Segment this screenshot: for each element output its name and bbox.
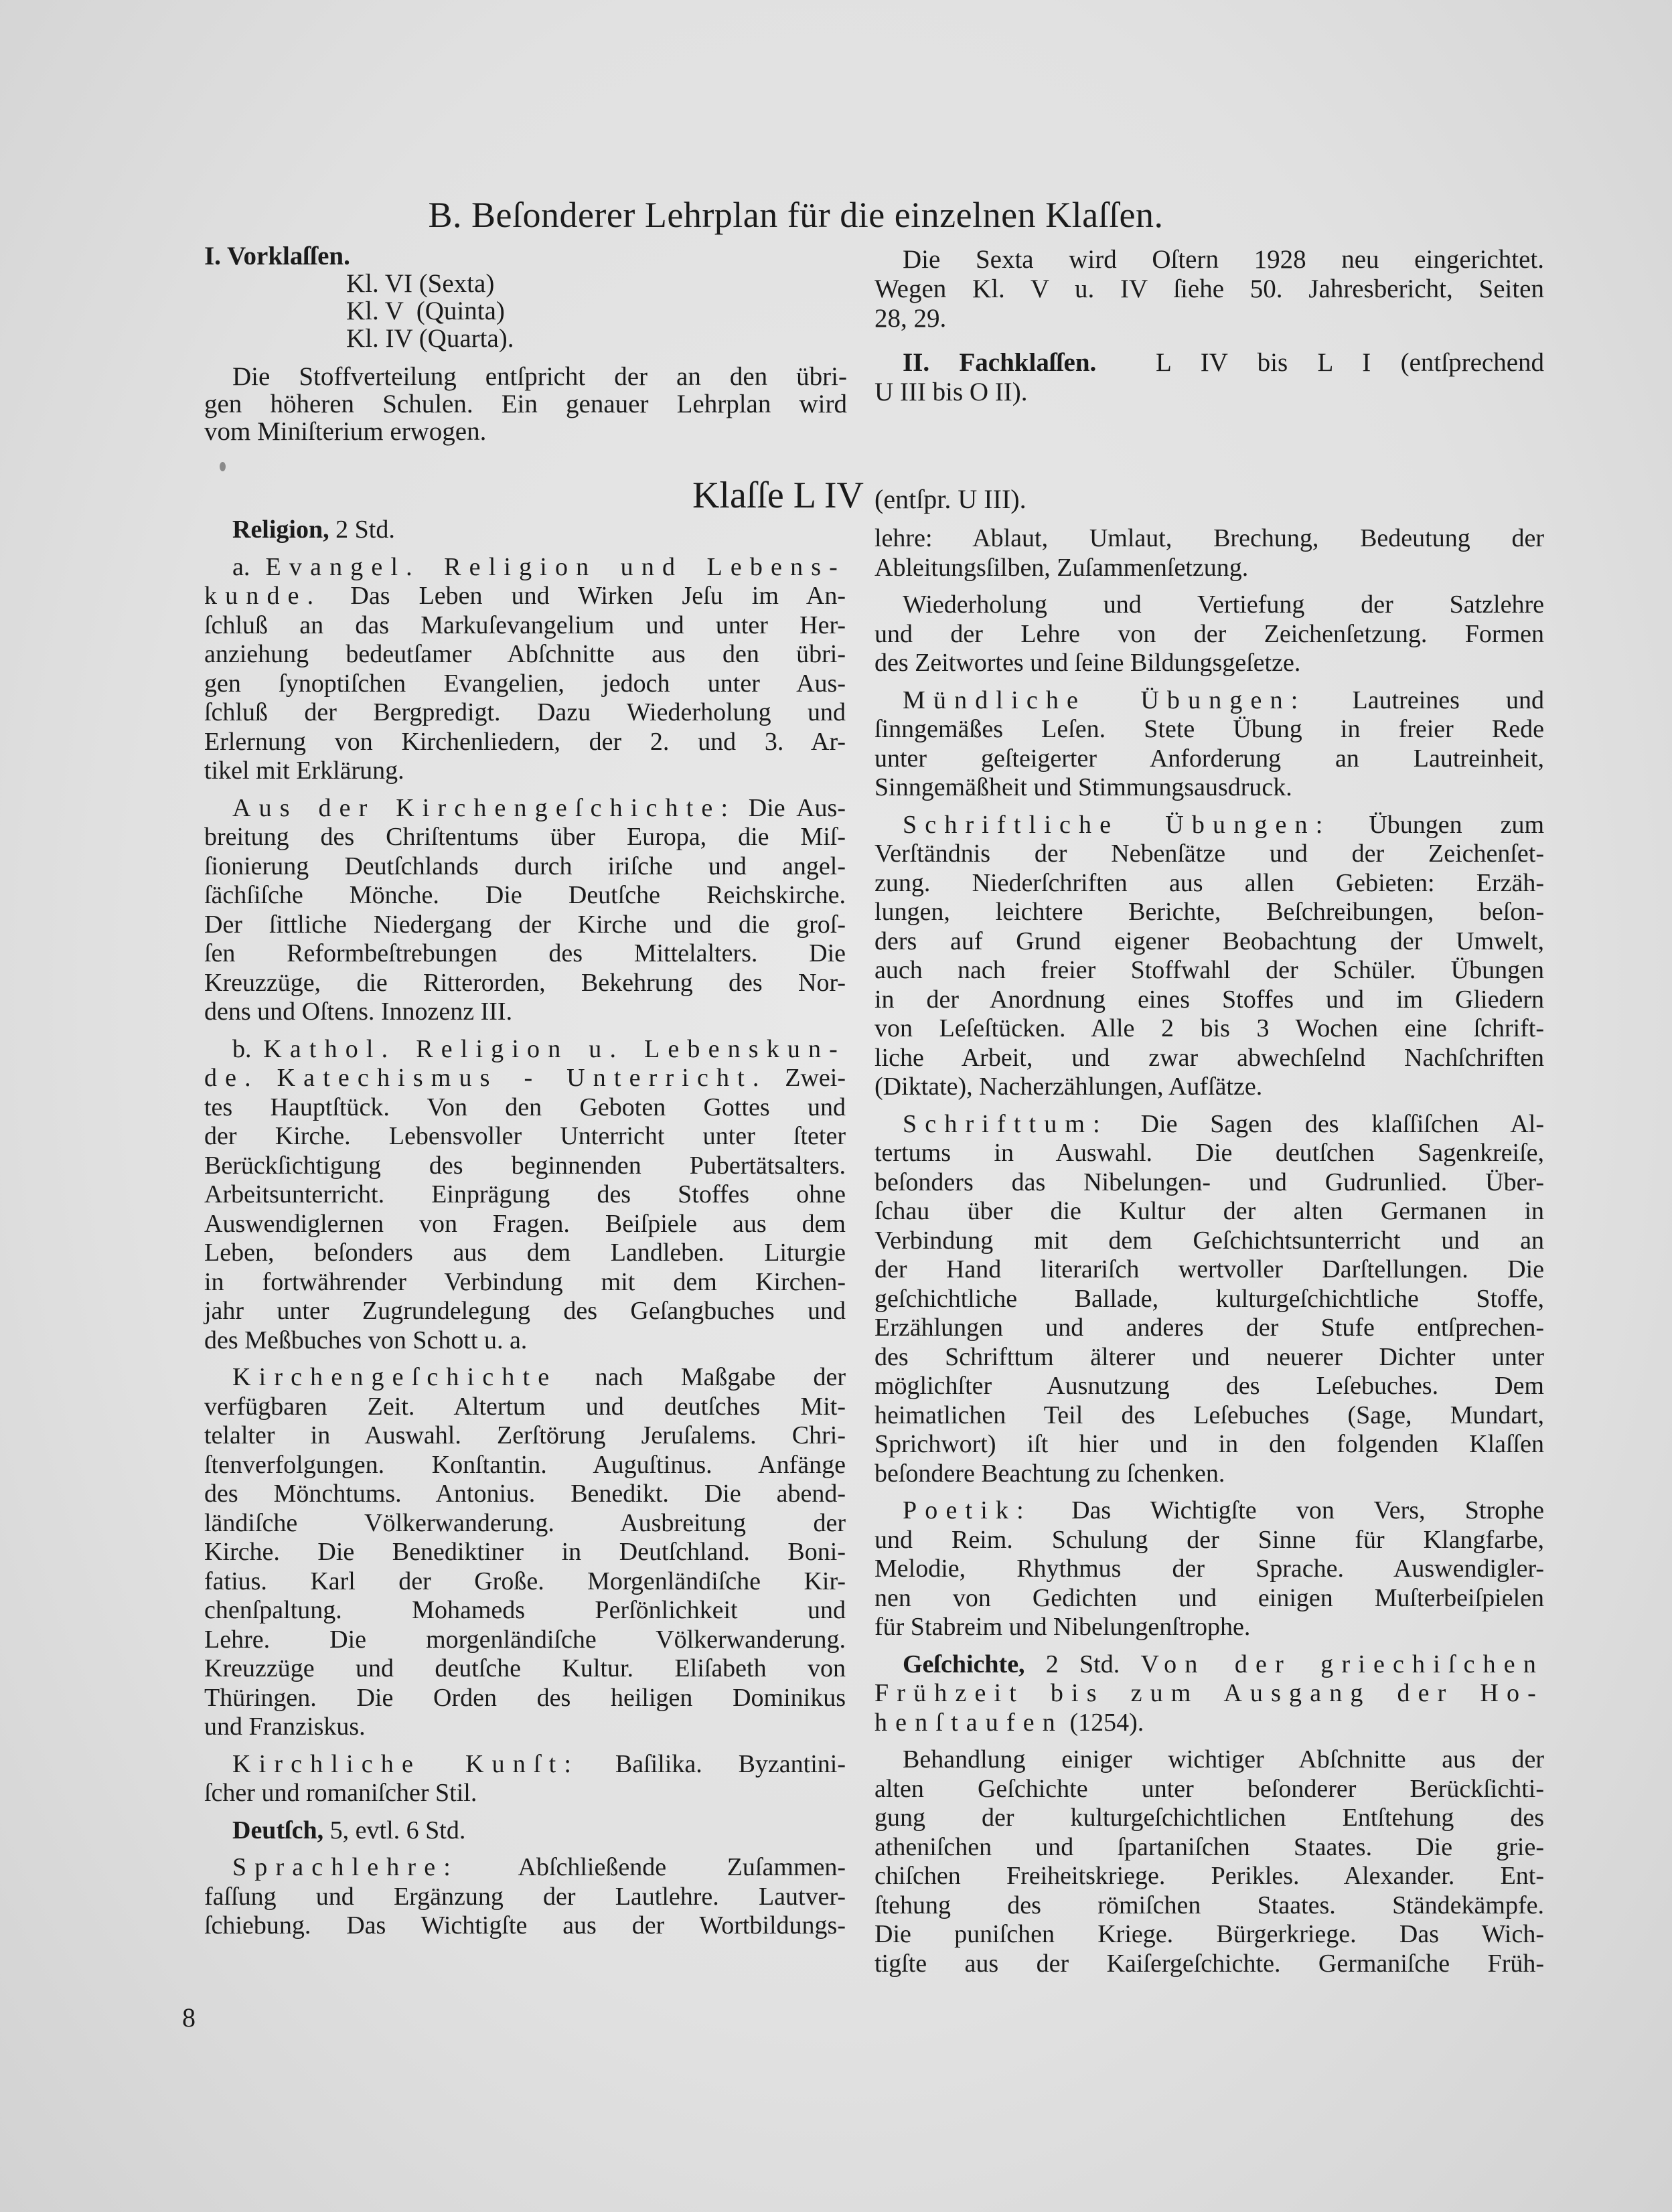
text-line: Die Stoffverteilung entſpricht der an den übri-: [232, 362, 847, 391]
text-line: und Franziskus.: [204, 1713, 366, 1741]
paragraph: [875, 1496, 1544, 1642]
text-segment: Zwei-: [767, 1064, 846, 1092]
text-line: vom Miniſterium erwogen.: [204, 417, 487, 446]
text-line: Lehre. Die morgenländiſche Völkerwanderung.: [204, 1625, 846, 1654]
text-segment: Abſchließende Zuſammen-: [458, 1853, 846, 1881]
spaced-heading: Evangel. Religion und Lebens-: [265, 552, 846, 581]
text-line: dens und Oſtens. Innozenz III.: [204, 998, 513, 1026]
text-line: Wegen Kl. V u. IV ſiehe 50. Jahresbericht, Seiten: [875, 274, 1544, 303]
text-line: ſchluß an das Markuſevangelium und unter Her-: [204, 611, 846, 639]
spaced-heading: Von der griechiſchen: [1140, 1650, 1544, 1678]
text-line: ſtenverfolgungen. Konſtantin. Auguſtinus. Anfänge: [204, 1450, 846, 1479]
text-line: heimatlichen Teil des Leſebuches (Sage, Mundart,: [875, 1401, 1544, 1429]
text-line: ſtehung des römiſchen Staates. Ständekämpfe.: [875, 1891, 1544, 1919]
text-line: gen ſynoptiſchen Evangelien, jedoch unter Aus-: [204, 669, 846, 698]
spaced-heading: Aus der Kirchengeſchichte:: [232, 793, 737, 822]
text-line: Auswendiglernen von Fragen. Beiſpiele aus dem: [204, 1209, 846, 1238]
text-segment: (1254).: [1063, 1708, 1144, 1737]
text-segment: Die Sagen des klaſſiſchen Al-: [1108, 1109, 1544, 1138]
text-segment: L IV bis L I (entſprechend: [1156, 348, 1545, 377]
text-line: [875, 1496, 1544, 1526]
text-line: Leben, beſonders aus dem Landleben. Liturgie: [204, 1239, 846, 1267]
spaced-heading: Kirchliche Kunſt:: [232, 1749, 580, 1778]
text-line: lungen, leichtere Berichte, Beſchreibungen, beſon-: [875, 898, 1544, 926]
text-segment: Die Aus-: [736, 793, 846, 822]
text-line: beſondere Beachtung zu ſchenken.: [875, 1459, 1225, 1488]
text-line: Ableitungsſilben, Zuſammenſetzung.: [875, 553, 1249, 582]
spaced-heading: Schrifttum:: [903, 1109, 1108, 1138]
paragraph: [204, 1750, 846, 1808]
text-line: lehre: Ablaut, Umlaut, Brechung, Bedeutung der: [875, 524, 1544, 552]
text-line: Melodie, Rhythmus der Sprache. Auswendigler-: [875, 1555, 1544, 1583]
text-line: auch nach freier Stoffwahl der Schüler. Übungen: [875, 956, 1544, 984]
text-line: Verſtändnis der Nebenſätze und der Zeichenſet-: [875, 840, 1544, 868]
text-line: Kreuzzüge, die Ritterorden, Bekehrung des Nor-: [204, 968, 846, 997]
text-line: ſächſiſche Mönche. Die Deutſche Reichskirche.: [204, 881, 846, 909]
text-line: tigſte aus der Kaiſergeſchichte. Germaniſche Früh-: [875, 1949, 1544, 1978]
text-line: alten Geſchichte unter beſonderer Berückſichti-: [875, 1774, 1544, 1803]
text-line: und der Lehre von der Zeichenſetzung. Formen: [875, 619, 1544, 648]
text-line: (Diktate), Nacherzählungen, Aufſätze.: [875, 1073, 1263, 1101]
text-line: [204, 1853, 846, 1883]
spaced-heading: de.: [204, 1064, 259, 1092]
paragraph: [875, 1745, 1544, 1978]
text-line: Die puniſchen Kriege. Bürgerkriege. Das Wich-: [875, 1920, 1544, 1948]
paragraph: [875, 590, 1544, 678]
text-line: der Kirche. Lebensvoller Unterricht unter ſteter: [204, 1122, 846, 1150]
text-segment: a.: [232, 552, 266, 581]
spaced-heading: henſtaufen: [875, 1708, 1063, 1737]
paragraph: [875, 686, 1544, 803]
text-line: in der Anordnung eines Stoffes und im Gliedern: [875, 985, 1544, 1014]
spaced-heading: Kathol. Religion u. Lebenskun-: [263, 1034, 846, 1063]
text-line: unter geſteigerter Anforderung an Lautreinheit,: [875, 744, 1544, 773]
paragraph: [875, 811, 1544, 1102]
page-number: 8: [182, 2002, 196, 2033]
paragraph: [204, 553, 846, 786]
class-entry: Kl. IV (Quarta).: [346, 324, 514, 353]
class-heading: Klaſſe L IV: [692, 475, 864, 516]
text-segment: Das Leben und Wirken Jeſu im An-: [321, 582, 846, 610]
text-line: [204, 1035, 846, 1064]
text-line: Thüringen. Die Orden des heiligen Dominikus: [204, 1683, 846, 1712]
paragraph: [875, 1110, 1544, 1489]
text-line: Kreuzzüge und deutſche Kultur. Eliſabeth von: [204, 1654, 846, 1682]
paragraph: [204, 516, 846, 545]
text-line: der Hand literariſch wertvoller Darſtellungen. Die: [875, 1255, 1544, 1283]
text-line: tertums in Auswahl. Die deutſchen Sagenkreiſe,: [875, 1139, 1544, 1167]
text-line: ſchau über die Kultur der alten Germanen in: [875, 1197, 1544, 1225]
text-line: verfügbaren Zeit. Altertum und deutſches Mit-: [204, 1392, 846, 1421]
text-line: ſionierung Deutſchlands durch iriſche und angel-: [204, 852, 846, 880]
text-line: Erzählungen und anderes der Stufe entſprechen-: [875, 1314, 1544, 1342]
paragraph: [204, 1816, 846, 1846]
text-line: atheniſchen und ſpartaniſchen Staates. Die grie-: [875, 1832, 1544, 1861]
text-line: des Zeitwortes und ſeine Bildungsgeſetze.: [875, 649, 1301, 677]
text-line: Verbindung mit dem Geſchichtsunterricht und an: [875, 1226, 1544, 1255]
text-segment: b.: [232, 1034, 264, 1063]
paragraph: [204, 1853, 846, 1941]
text-line: ſchiebung. Das Wichtigſte aus der Wortbildungs-: [204, 1911, 846, 1940]
text-line: [204, 1816, 846, 1846]
text-line: [204, 1363, 846, 1393]
text-line: chiſchen Freiheitskriege. Perikles. Alexander. Ent-: [875, 1862, 1544, 1890]
text-line: [204, 1064, 846, 1093]
text-line: Sinngemäßheit und Stimmungsausdruck.: [875, 773, 1292, 801]
text-line: des Meßbuches von Schott u. a.: [204, 1326, 528, 1354]
text-line: Sprichwort) iſt hier und in den folgenden Klaſſen: [875, 1430, 1544, 1458]
sexta-note-section: [875, 245, 1544, 407]
text-line: fatius. Karl der Große. Morgenländiſche Kir-: [204, 1567, 846, 1595]
text-line: ländiſche Völkerwanderung. Ausbreitung der: [204, 1508, 846, 1537]
text-segment: Übungen zum: [1331, 810, 1544, 839]
text-line: ſen Reformbeſtrebungen des Mittelalters. Die: [204, 939, 846, 967]
text-line: Behandlung einiger wichtiger Abſchnitte aus der: [903, 1745, 1544, 1773]
spaced-heading: Katechismus - Unterricht.: [277, 1064, 767, 1092]
paragraph: [875, 1650, 1544, 1738]
ink-spot: [220, 462, 226, 471]
text-line: liche Arbeit, und zwar abwechſelnd Nachſchriften: [875, 1043, 1544, 1072]
text-line: möglichſter Ausnutzung des Leſebuches. Dem: [875, 1372, 1544, 1400]
text-line: ders auf Grund eigener Beobachtung der Umwelt,: [875, 927, 1544, 955]
text-line: [875, 1650, 1544, 1680]
text-line: jahr unter Zugrundelegung des Geſangbuches und: [204, 1297, 846, 1325]
subject-heading: Geſchichte,: [903, 1650, 1025, 1678]
class-heading-sub: (entſpr. U III).: [875, 484, 1027, 514]
text-line: [875, 811, 1544, 840]
text-line: tes Hauptſtück. Von den Geboten Gottes und: [204, 1093, 846, 1121]
text-line: [204, 582, 846, 611]
text-line: geſchichtliche Ballade, kulturgeſchichtliche Stoffe,: [875, 1284, 1544, 1313]
text-line: des Schrifttum älterer und neuerer Dichter unter: [875, 1342, 1544, 1371]
text-line: Berückſichtigung des beginnenden Pubertätsalters.: [204, 1151, 846, 1180]
fachklassen-line: [875, 348, 1544, 378]
subject-heading: Religion,: [232, 516, 329, 544]
text-line: chenſpaltung. Mohameds Perſönlichkeit und: [204, 1596, 846, 1624]
paragraph: [204, 1363, 846, 1742]
spaced-heading: Schriftliche Übungen:: [903, 810, 1331, 839]
text-line: zung. Niederſchriften aus allen Gebieten: Erzäh-: [875, 868, 1544, 897]
page-title: [0, 194, 1672, 236]
text-line: U III bis O II).: [875, 378, 1028, 406]
text-line: und Reim. Schulung der Sinne für Klangfarbe,: [875, 1525, 1544, 1554]
spaced-heading: Kirchengeſchichte: [232, 1363, 558, 1391]
text-line: [875, 686, 1544, 716]
text-line: [204, 794, 846, 823]
text-segment: 2 Std.: [329, 516, 395, 544]
text-line: breitung des Chriſtentums über Europa, die Miſ-: [204, 823, 846, 851]
text-line: des Mönchtums. Antonius. Benedikt. Die abend-: [204, 1480, 846, 1508]
class-entry: Kl. V (Quinta): [346, 297, 505, 325]
text-line: Wiederholung und Vertiefung der Satzlehre: [903, 590, 1544, 619]
spaced-heading: Mündliche Übungen:: [903, 686, 1306, 714]
fachklassen-heading: II. Fachklaſſen.: [903, 348, 1097, 377]
text-line: Arbeitsunterricht. Einprägung des Stoffes ohne: [204, 1180, 846, 1208]
text-line: ſinngemäßes Leſen. Stete Übung in freier Rede: [875, 715, 1544, 743]
spaced-heading: kunde.: [204, 582, 322, 610]
text-line: Erlernung von Kirchenliedern, der 2. und 3. Ar-: [204, 727, 846, 756]
text-line: ſcher und romaniſcher Stil.: [204, 1779, 477, 1807]
text-line: [875, 1679, 1544, 1709]
text-segment: nach Maßgabe der: [557, 1363, 846, 1391]
text-line: [204, 553, 846, 582]
paragraph: [204, 794, 846, 1027]
spaced-heading: Sprachlehre:: [232, 1853, 459, 1881]
class-entry: Kl. VI (Sexta): [346, 269, 495, 298]
text-line: [204, 516, 846, 545]
text-line: nen von Gedichten und einigen Muſterbeiſpielen: [875, 1583, 1544, 1612]
vorklassen-section: [204, 242, 847, 445]
spaced-heading: Poetik:: [903, 1496, 1032, 1524]
text-segment: 5, evtl. 6 Std.: [323, 1816, 466, 1844]
text-line: telalter in Auswahl. Zerſtörung Jeruſalems. Chri-: [204, 1421, 846, 1449]
text-line: für Stabreim und Nibelungenſtrophe.: [875, 1613, 1251, 1641]
text-segment: 2 Std.: [1024, 1650, 1141, 1678]
text-line: in fortwährender Verbindung mit dem Kirchen-: [204, 1267, 846, 1296]
text-segment: Das Wichtigſte von Vers, Strophe: [1031, 1496, 1544, 1524]
left-column: [204, 516, 846, 1941]
text-line: Der ſittliche Niedergang der Kirche und die groſ-: [204, 910, 846, 939]
text-line: [875, 1709, 1544, 1738]
text-segment: [259, 1064, 277, 1092]
text-line: [204, 1750, 846, 1780]
subject-heading: Deutſch,: [232, 1816, 324, 1844]
text-line: von Leſeſtücken. Alle 2 bis 3 Wochen eine ſchrift-: [875, 1014, 1544, 1042]
text-line: gen höheren Schulen. Ein genauer Lehrplan wird: [204, 390, 847, 418]
text-line: beſonders das Nibelungen- und Gudrunlied. Über-: [875, 1168, 1544, 1196]
vorklassen-heading: I. Vorklaſſen.: [204, 242, 350, 270]
text-line: ſchluß der Bergpredigt. Dazu Wiederholung und: [204, 698, 846, 726]
right-column: [875, 524, 1544, 1978]
paragraph: [204, 1035, 846, 1356]
page-title-text: B. Beſonderer Lehrplan für die einzelnen Klaſſen.: [428, 195, 1164, 235]
text-line: gung der kulturgeſchichtlichen Entſtehung des: [875, 1804, 1544, 1832]
text-segment: Lautreines und: [1306, 686, 1544, 714]
text-line: Kirche. Die Benediktiner in Deutſchland. Boni-: [204, 1538, 846, 1566]
spaced-heading: Frühzeit bis zum Ausgang der Ho-: [875, 1679, 1544, 1707]
text-line: faſſung und Ergänzung der Lautlehre. Lautver-: [204, 1882, 846, 1911]
paragraph: [875, 524, 1544, 582]
text-line: anziehung bedeutſamer Abſchnitte aus den übri-: [204, 640, 846, 668]
text-line: tikel mit Erklärung.: [204, 757, 404, 785]
text-line: [875, 1110, 1544, 1139]
text-segment: Baſilika. Byzantini-: [579, 1749, 846, 1778]
text-line: Die Sexta wird Oſtern 1928 neu eingerichtet.: [903, 245, 1544, 274]
text-line: 28, 29.: [875, 304, 947, 333]
